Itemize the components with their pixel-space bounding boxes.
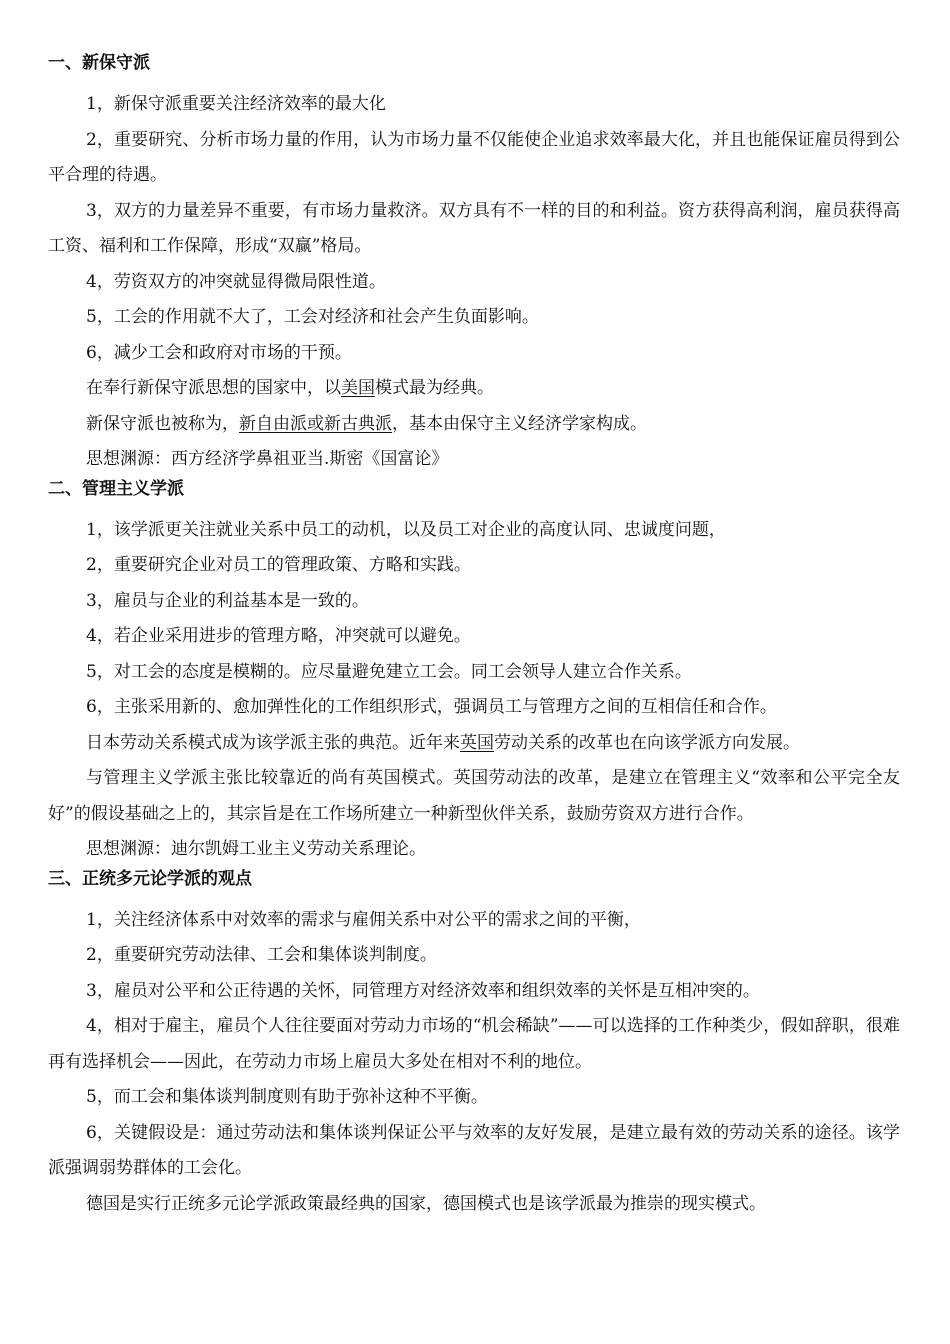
paragraph: 德国是实行正统多元论学派政策最经典的国家，德国模式也是该学派最为推崇的现实模式。 — [86, 1193, 766, 1214]
paragraph: 1，该学派更关注就业关系中员工的动机，以及员工对企业的高度认同、忠诚度问题， — [86, 519, 726, 540]
paragraph — [48, 407, 900, 443]
paragraph: 2，重要研究、分析市场力量的作用，认为市场力量不仅能使企业追求效率最大化，并且也能保证雇员得到公平合理的待遇。 — [48, 129, 900, 185]
underlined-term: 新自由派或新古典派 — [239, 413, 392, 434]
paragraph: 2，重要研究劳动法律、工会和集体谈判制度。 — [86, 945, 437, 965]
paragraph — [48, 371, 900, 407]
underlined-term: 英国 — [460, 732, 494, 753]
paragraph: 6，关键假设是：通过劳动法和集体谈判保证公平与效率的友好发展，是建立最有效的劳动关系的途径。该学派强调弱势群体的工会化。 — [48, 1122, 900, 1178]
paragraph-text: 模式最为经典。 — [375, 378, 494, 398]
paragraph-text: 新保守派也被称为， — [86, 413, 239, 434]
paragraph: 与管理主义学派主张比较靠近的尚有英国模式。英国劳动法的改革，是建立在管理主义“效率和公平完全友好”的假设基础之上的，其宗旨是在工作场所建立一种新型伙伴关系，鼓励劳资双方进行合作。 — [48, 768, 900, 824]
section-heading: 三、正统多元论学派的观点 — [48, 868, 252, 889]
paragraph: 思想渊源：迪尔凯姆工业主义劳动关系理论。 — [86, 839, 426, 859]
paragraph: 3，双方的力量差异不重要，有市场力量救济。双方具有不一样的目的和利益。资方获得高利润，雇员获得高工资、福利和工作保障，形成“双赢”格局。 — [48, 200, 900, 256]
paragraph-text: 在奉行新保守派思想的国家中，以 — [86, 378, 341, 398]
paragraph: 5，对工会的态度是模糊的。应尽量避免建立工会。同工会领导人建立合作关系。 — [86, 661, 692, 682]
section-heading: 二、管理主义学派 — [48, 478, 184, 499]
paragraph: 4，相对于雇主，雇员个人往往要面对劳动力市场的“机会稀缺”——可以选择的工作种类少，假如辞职，很难再有选择机会——因此，在劳动力市场上雇员大多处在相对不利的地位。 — [48, 1016, 900, 1072]
underlined-term: 美国 — [341, 378, 375, 398]
section-managerialism — [48, 478, 900, 868]
paragraph: 思想渊源：西方经济学鼻祖亚当.斯密《国富论》 — [86, 449, 449, 469]
paragraph: 5，工会的作用就不大了，工会对经济和社会产生负面影响。 — [86, 307, 539, 327]
section-orthodox-pluralism — [48, 868, 900, 1223]
paragraph: 3，雇员与企业的利益基本是一致的。 — [86, 590, 369, 611]
paragraph: 6，主张采用新的、愈加弹性化的工作组织形式，强调员工与管理方之间的互相信任和合作。 — [86, 697, 777, 717]
section-new-conservative — [48, 52, 900, 478]
paragraph-text: 日本劳动关系模式成为该学派主张的典范。近年来 — [86, 732, 460, 753]
paragraph: 1，新保守派重要关注经济效率的最大化 — [86, 94, 386, 114]
paragraph — [48, 726, 900, 762]
paragraph: 6，减少工会和政府对市场的干预。 — [86, 342, 352, 363]
paragraph: 4，若企业采用进步的管理方略，冲突就可以避免。 — [86, 626, 471, 646]
paragraph: 4，劳资双方的冲突就显得微局限性道。 — [86, 271, 386, 292]
paragraph-text: ，基本由保守主义经济学家构成。 — [392, 413, 647, 434]
section-heading: 一、新保守派 — [48, 53, 150, 73]
paragraph: 3，雇员对公平和公正待遇的关怀，同管理方对经济效率和组织效率的关怀是互相冲突的。 — [86, 980, 760, 1001]
paragraph: 1，关注经济体系中对效率的需求与雇佣关系中对公平的需求之间的平衡， — [86, 909, 641, 930]
paragraph: 2，重要研究企业对员工的管理政策、方略和实践。 — [86, 555, 471, 575]
paragraph-text: 劳动关系的改革也在向该学派方向发展。 — [494, 732, 800, 753]
paragraph: 5，而工会和集体谈判制度则有助于弥补这种不平衡。 — [86, 1087, 488, 1107]
